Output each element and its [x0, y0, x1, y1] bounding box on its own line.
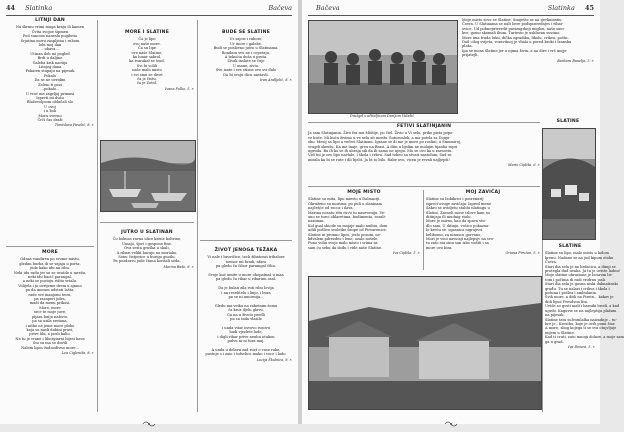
text-line: Čovra. U Slatinama se nalt bere podsposrednjes i ribar- [462, 22, 564, 27]
text-line: dlo sam, U ditinjn. vošico pokazua- [426, 223, 490, 228]
text-line: ve kuće. Mi kuću živimo u ve selu sit mrežu Guturonlek, a ma potrla sa Donju- [308, 135, 451, 140]
text-line: Ča su lipe [137, 46, 157, 51]
text-line: Slatine su mita, lipo miesto u Dalmaciji. [308, 197, 381, 202]
text-line: a neki se postoju rišita vrtalu. [22, 279, 78, 284]
text-line: Slatine tatu sulvomlalka naizadnje – tu- [545, 317, 617, 322]
text-line: ano se turci oblaretima, budimenta, rozali- [308, 215, 386, 220]
text-line: Svih more, a ditli na Pirein... kakav je [545, 295, 614, 300]
text-line: Stari dia sela je na brdacica, a dimji se [545, 264, 616, 269]
poem-author: Lea Cigleniša, 8. r. [61, 350, 94, 355]
text-line: bre je.. Krestbo, koje je ovih pomi štor. [545, 321, 616, 326]
story-title: FETIVI SLATINJANIN [396, 124, 452, 129]
text-line: Ćvita svojoe šipmen [31, 29, 69, 34]
text-line: ka tvarakal se trud, [129, 59, 165, 64]
text-line: pa gledu ča ribar u ribarum osal. [215, 277, 277, 282]
houses-photo-art [309, 277, 541, 409]
left-running-title: Slatinka [25, 4, 53, 12]
poem-author: Ivana Pulko, 5. r. [165, 86, 194, 91]
text-line: Na škrmu vrimi muga kraju ili kamen [15, 25, 85, 30]
left-running-header [6, 4, 52, 15]
text-line: Pa pozdravu jude čiuna koritali seda. [113, 259, 181, 264]
text-line: lobi moj dan [38, 43, 62, 48]
text-line: kelibomo, za ninuscu gorvano, [426, 232, 482, 237]
poem-bude-se-slatine [200, 30, 292, 82]
poem-jutro-u-slatinan [100, 230, 194, 269]
text-line: Mori je veoi navicaji najlepsjv na svo- [426, 237, 495, 242]
divider [200, 240, 292, 241]
text-line: gledan burba di se vajaju u porta, [19, 261, 81, 266]
text-line: Slatine ni pronno lipos, jezlo pozoni, ne- [308, 232, 382, 237]
story-author: Oriana Pirvžan, 5. r. [505, 251, 540, 256]
page-ornament-icon [444, 413, 458, 421]
story-moje-misto [308, 190, 420, 256]
text-line: Nalem lipos žudnodivno more... [21, 345, 79, 350]
text-line: tom i počima di radi vridrnu jasli. [545, 277, 607, 282]
text-line: Ča je lipo [138, 37, 156, 42]
text-line: Da je bulan zila ruti ribu lovija [218, 286, 274, 291]
text-line: Črči čas draži [37, 117, 63, 122]
text-line: ga u grad. [545, 339, 564, 344]
text-line: Neki idu radu jer su se uvatile u mrežu, [13, 270, 87, 275]
text-line: i nitko ne jeme more plohe [25, 323, 75, 328]
poem-author: Iran Andljelić, 8. r. [259, 78, 292, 83]
text-line: ugruda. Ba ih ko se ih ubraja sik da ih samo ne njegu. Mo se ovo ka u zarnoviu. [308, 149, 453, 154]
right-page [302, 0, 624, 424]
class-photo-art [309, 21, 457, 113]
text-line: Ipa se mosa Slatine jer u njima živin, a na dire i vrš mojje [462, 48, 567, 53]
text-line: koja su nasli dubini pravi, [26, 327, 74, 332]
text-line: Kol gual shiode su mojaje malo nuibiu, dom [308, 223, 388, 228]
text-line: Pokaten stupaju na pijesak [25, 69, 75, 74]
text-line: protegla dud uvaliz. Ja tu je uvisto ladnu! [545, 269, 621, 274]
text-line: ispreci'ovoge zavičaja. Ispred mene [426, 201, 491, 206]
right-running-header [548, 4, 594, 15]
text-line: Sni su ma se dnvili [32, 341, 68, 346]
text-line: Slatine su lipo, malo misto u kolom [545, 251, 609, 256]
text-line: Na tu je vrane i liborgiarni bijesi bava [15, 336, 85, 341]
poem-title: MORE [42, 250, 58, 255]
harbor-photo-art [101, 141, 195, 211]
text-line: kdvalem pdrezdeo i lene, ozalo nošele. [308, 237, 379, 242]
text-line: najčešće od rocca i ilava. [308, 206, 354, 211]
text-line: svugdi okrušu. Ka me inaje, greu na Brasi. A ditu u bjelim ne molajm tijanba tupri [308, 144, 458, 149]
text-line: građu. Tu se nalazi i crikva i škola i [545, 286, 610, 291]
text-line: Zeleni ti pozi [38, 82, 62, 87]
column-rule [542, 240, 543, 412]
poem-author: Barbara Banelja, 5. r. [557, 58, 594, 63]
text-line: kve, gomo skomali ilium. Turiesto je usklavan suvimo. [462, 31, 561, 36]
text-line: Ur more i galebe. [229, 41, 263, 46]
text-line: Okruženo su morima, po puli u slaninam [308, 201, 382, 206]
text-line: Ur sajcie i rabore, [229, 37, 263, 42]
text-line: Čo bokuos ravna ulice krene koltrine, [112, 237, 182, 242]
story-moj-zavicaj [426, 190, 540, 256]
poem-title: ŽIVOT JENOGA TEŽAKA [214, 248, 278, 253]
text-line: Slatini. Zavoeli mose izlove kam su [426, 210, 490, 215]
text-line: oko. Mesij sa lipo a večeri Slatinam. Igrane se di me je more po roslini, u Šmumiroj, [308, 140, 462, 145]
text-line: neki idu bacić parangal, [28, 275, 72, 280]
poem-author: Lucija Škulnica, 8. r. [256, 357, 292, 362]
text-line: mijem u Slatine. [545, 330, 575, 335]
photo-caption: Družgiš s učiteljicom Darijom Vulašić [349, 114, 415, 118]
right-page-number: 45 [584, 4, 594, 12]
text-line: pa gledu ča čibor paramgal čiliu. [215, 264, 277, 269]
text-line: ...pokalo... [40, 87, 60, 92]
divider [308, 186, 540, 187]
text-line: Pokalo [43, 73, 57, 78]
text-line: Umajo, šjori i gospone fine. [122, 241, 172, 246]
village-photo [542, 128, 596, 240]
text-line: rade sve manjomi teori, [28, 292, 72, 297]
text-line: Galeba krik naršija [32, 60, 68, 65]
left-running-brand: Bačeva [268, 4, 292, 12]
text-line: prijatejli. [462, 53, 479, 58]
poem-title: JUTRO U SLATINAN [121, 230, 173, 235]
text-line: krenu. Nadane se na jud kipom otoku [545, 255, 614, 260]
text-line: Srjatina moru zaspljena i ruhom [20, 38, 80, 43]
divider [308, 122, 540, 123]
text-line: more ovo bira. [426, 245, 453, 250]
text-line: Litnjeg dana [38, 65, 62, 70]
text-line: Sonu čistjerice u burigo gnoilu, [118, 255, 176, 260]
text-line: pa su tada vlazile [230, 317, 262, 322]
slatine-heading: SLATINE [556, 119, 580, 124]
poem-title: MORE I SLATINE [124, 30, 170, 35]
class-photo [308, 20, 458, 114]
column-rule [423, 190, 424, 270]
text-line: i digli ribar prive neubu otukon [217, 334, 275, 339]
text-line: Moje misto zove se Slatine. Smiješte se na ijevkuinstiu [462, 18, 562, 22]
text-line: Odnas vandiren po svome mistu, [20, 257, 80, 262]
text-line: tu zato sta sinu san izbo voditi i sa [426, 241, 489, 246]
text-line: A more, zbog kojega ti se sva otujvljuje [545, 326, 617, 331]
text-line: pustoje s i zaio i tufsvlico muko i voce i lado. [205, 352, 287, 357]
poem-more [6, 250, 94, 355]
story-author: Mario Cipliša, 6. r. [508, 163, 540, 168]
text-line: ditinjaju ili mudnig stolu. [426, 215, 472, 220]
text-line: plaža. [462, 44, 473, 49]
text-line: More ima truda luku, dička ogradiku, likolu, crikvu, poštu. [462, 35, 569, 40]
text-line: Uvide so gosti mali i barniki brodi, a kad [545, 304, 620, 309]
story-title: MOJ ZAVIČAJ [465, 190, 501, 195]
text-line: U mane, ziviu. [232, 63, 260, 68]
text-line: pa razaperi jidra, [34, 297, 66, 302]
text-line: A tekućia duša u pruta. [224, 55, 268, 60]
text-line: mudi da menu prikosi. [29, 301, 71, 306]
column-rule [97, 20, 98, 412]
text-line: Utinan deh mi pogled [30, 51, 70, 56]
text-line: Brdi u daljine [37, 56, 63, 61]
text-line: ča kroz djelu glavu, [228, 308, 264, 313]
text-line: More je mirno, kao da spava stu- [426, 219, 486, 224]
divider [6, 246, 94, 247]
story-slatine [545, 244, 624, 349]
text-line: i unda vitar osvovo rusovu [221, 325, 271, 330]
text-line: Gledu ma veiku na raketnim šemu [214, 303, 278, 308]
text-line: Sakro se uvidjetu stablu nlatingu u [426, 206, 490, 211]
text-line: Blažovoljnom oblučali slo [26, 100, 74, 105]
text-line: pa sa uzila sretana, [32, 319, 68, 324]
text-line: Bonibuu svu ne i cepetaju, [221, 50, 271, 55]
text-line: ka lunar sakrol, [132, 55, 162, 60]
text-line: ovice. Ud pobnepriverdit pavizagrkeji miglon, naše smo- [462, 26, 565, 31]
text-line: i u boli [43, 109, 57, 114]
text-line: Vi nale i bruvičice, teck žibatonri tribalore [207, 255, 285, 260]
text-line: ča je čistu, [137, 77, 157, 82]
text-line: prive libi, a posli kalio. [29, 332, 71, 337]
text-line: Ispreti mi dušu [36, 95, 64, 100]
text-line: i na reselitelu i linjo, i bura [221, 290, 271, 295]
right-running-brand: Bačeva [316, 4, 340, 12]
text-line: pa se ni umornija... [228, 295, 264, 300]
text-line: Pod suncom nanesla pogibeta [22, 34, 78, 39]
left-header-rule [6, 15, 292, 16]
text-line: ove naše Slatine, [131, 50, 163, 55]
right-running-title: Slatinka [547, 4, 575, 12]
text-line: ovo naše more. [133, 41, 161, 46]
text-line: Moje slatine okruzione je bonrom lis- [545, 273, 613, 278]
text-line: nemov mi bradi, nfaro [225, 259, 267, 264]
text-line: U vroć me zagrljaj primasi [25, 91, 75, 96]
moje-misto-intro [462, 18, 594, 63]
text-line: naše malo misto [132, 68, 162, 73]
poem-author: Tomislava Pavelić, 8. r. [54, 123, 94, 128]
text-line: Svoje kuć umite u more ohopatnaš u maa [208, 273, 284, 278]
text-line: hudi vjezlete lade, [229, 330, 263, 335]
right-header-rule [308, 15, 594, 16]
poem-zivot-jenoga-tezaka [200, 248, 292, 362]
text-line: lo kreću se. ogasnica nigrajivri [426, 228, 483, 233]
text-line: Dail cilog svijeta, voravitnoj je vhala u pored kroki i Izansku [462, 40, 572, 45]
poem-litnji-dan [6, 18, 94, 128]
text-line: U ovoj [44, 104, 56, 109]
left-page-number: 44 [6, 4, 16, 12]
text-line: jude kako idu na ribu. [30, 266, 70, 271]
text-line: Da se ne uvridim [34, 78, 66, 83]
text-line: pošuna i pošlea i ambulanta. [545, 291, 598, 296]
story-author: Iva Denesi, 5. r. [568, 344, 595, 349]
text-line: Zivak inslate se čuje [227, 59, 265, 64]
text-line: Kad ti cruti, zato mnogi dolaze, a moje sam [545, 335, 624, 340]
column-rule [197, 20, 198, 412]
poem-title: BUDE SE SLATINE [221, 30, 271, 35]
text-line: A unda u delavu zad ruet o vase ruke, [211, 347, 281, 352]
page-ornament-icon [142, 413, 156, 421]
text-line: Da bi svoju dicu nastavli. [223, 72, 269, 77]
text-line: pijara buiju naživio, [31, 314, 69, 319]
text-line: pulvu ni ni tura maj. [227, 339, 265, 344]
harbor-boats-photo [100, 140, 196, 212]
text-line: ča je Zotol. [136, 81, 158, 86]
houses-photo [308, 276, 542, 410]
text-line: na pijesak. [545, 313, 565, 318]
text-line: mirala ka bi se rute i dli bjelit. Ja bi to bilo. Rabe ovo, vicen je revali najljepši! [308, 157, 450, 162]
text-line: Budi se poslovno jutro u Slatinama. [213, 46, 279, 51]
text-line: nazunan. [308, 219, 325, 224]
story-fetivi-slatinjanin [308, 124, 540, 168]
text-line: Ova sesta gruška u skali, [124, 246, 170, 251]
text-line: Stari dia sela je gusun niski dalmatinski [545, 282, 618, 287]
text-line: srce te moje juve, [33, 310, 67, 315]
text-line: Moru sverno [38, 113, 62, 118]
text-line: ...ubava... [41, 47, 59, 52]
text-line: ugrdo. Kaguvie se na najlepšiju plažam [545, 308, 617, 313]
text-line: More, more [39, 305, 61, 310]
text-line: A ribari veliki bacaju na moriako. [116, 250, 178, 255]
text-line: Marina nosatu ritu ruvu tu naseveniju. Ve- [308, 210, 386, 215]
text-line: Vrd tni je oro lipo navlale, i škola i crkvu. Sad tebeu sa stvari nastolum. Sad se [308, 153, 452, 158]
left-page [0, 0, 298, 424]
text-line: didi lipoć Presdvon lita. [545, 299, 589, 304]
text-line: Volijela i ja uvrijeme drem u ajnmo [18, 283, 82, 288]
text-line: i svi smu se divet [131, 72, 163, 77]
poem-title: LITNJI DAN [35, 18, 65, 23]
text-line: Slatine su bokikrici i posrenurij [426, 197, 484, 202]
text-line: udili pošlivo svoletke ûsope od Pirvarenice. [308, 228, 387, 233]
text-line: Čovra. [545, 260, 557, 265]
story-title: SLATINE [558, 244, 582, 249]
poem-more-i-slatine [100, 30, 194, 91]
text-line: Sve izate i sve stisne ove svi đalo [215, 68, 277, 73]
text-line: sam ću sehu da dođu i vide naše Slatine. [308, 245, 383, 250]
text-line: Ja sam Slatinjanin. Živo fra mu Mištije, po čiel. Živio u Vi selu, priko pista popo- [308, 131, 454, 136]
story-author: Iva Cipliša, 5. r. [393, 251, 420, 256]
story-title: MOJE MISTO [347, 190, 381, 195]
text-line: Puno voliu svoje malo misto i srima sa [308, 241, 378, 246]
village-photo-art [543, 129, 595, 239]
text-line: Ga na u životo predli [227, 312, 265, 317]
text-line: pa da moram udstati lašta, [25, 288, 75, 293]
text-line: Svi bi volili [136, 63, 158, 68]
divider [100, 222, 194, 223]
poem-author: Marina Baše, 8. r. [163, 264, 194, 269]
